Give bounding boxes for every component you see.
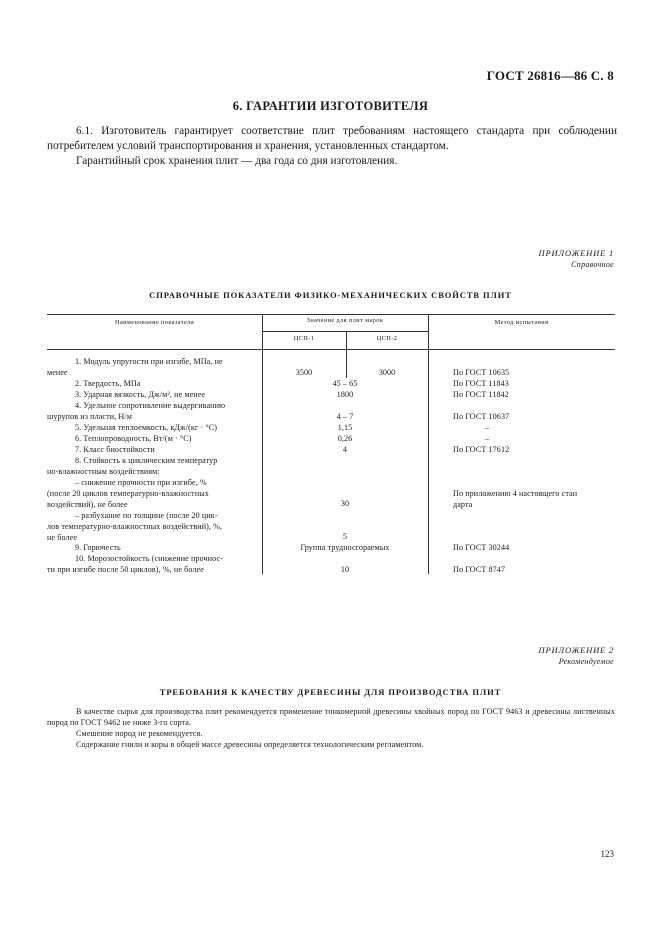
table-row-name-cont: ти при изгибе после 50 циклов), %, не более: [47, 565, 204, 574]
appendix-2-number: ПРИЛОЖЕНИЕ 2: [538, 645, 614, 655]
document-header: ГОСТ 26816—86 С. 8: [486, 68, 614, 83]
appendix-1-number: ПРИЛОЖЕНИЕ 1: [538, 248, 614, 258]
table-row-method: –: [485, 434, 490, 443]
table-subheader-border: [262, 331, 428, 332]
table-row-name-cont: шурупов из пласти, Н/м: [47, 412, 132, 421]
table-row-value: Группа трудносгораемых: [300, 543, 390, 552]
table-row-name: 10. Морозостойкость (снижение прочнос-: [75, 554, 223, 563]
table-row-value: 30: [340, 499, 350, 508]
table-row-name: 8. Стойкость к циклическим температур: [75, 456, 218, 465]
table-row-value: 1,15: [337, 423, 353, 432]
table-row-name-cont: воздействий), не более: [47, 500, 128, 509]
col-header-grade-1: ЦСП-1: [293, 335, 315, 342]
table-row-method: По ГОСТ 30244: [453, 543, 510, 552]
appendix-2-paragraph-3: Содержание гнили и коры в общей массе древесины определяется технологическим регламентом.: [76, 740, 424, 749]
table-row-value-grade-2: 3000: [378, 368, 396, 377]
table-row-value: 0,26: [337, 434, 353, 443]
table-row-name: 3. Ударная вязкость, Дж/м², не менее: [75, 390, 206, 399]
section-paragraph-2: Гарантийный срок хранения плит — два года со дня изготовления.: [76, 155, 398, 167]
appendix-1-title: СПРАВОЧНЫЕ ПОКАЗАТЕЛИ ФИЗИКО-МЕХАНИЧЕСКИХ СВОЙСТВ ПЛИТ: [149, 290, 512, 300]
appendix-1-type: Справочное: [571, 260, 614, 269]
section-title: 6. ГАРАНТИИ ИЗГОТОВИТЕЛЯ: [232, 99, 429, 113]
table-divider-method: [428, 314, 429, 574]
table-row-value: 4: [342, 445, 348, 454]
table-row-method: По приложению 4 настоящего стан: [453, 489, 578, 498]
table-row-method: По ГОСТ 11842: [453, 390, 509, 399]
table-row-name-cont: (после 20 циклов температурно-влажностных: [47, 489, 209, 498]
table-row-method: По ГОСТ 8747: [453, 565, 506, 574]
table-row-name: 6. Теплопроводность, Вт/(м · °С): [75, 434, 192, 443]
page-number: 123: [600, 849, 614, 859]
table-row-name-cont: лов температурно-влажностных воздействий), %,: [47, 522, 223, 531]
table-row-value-grade-1: 3500: [295, 368, 313, 377]
table-row-method: По ГОСТ 17612: [453, 445, 510, 454]
table-row-method: –: [485, 423, 490, 432]
table-row-method: По ГОСТ 11843: [453, 379, 509, 388]
section-paragraph-1: 6.1. Изготовитель гарантирует соответствие плит требованиям настоящего стандарта при соблюдении потребителем условий транспортирования и хранения, установленных стандартом.: [47, 125, 617, 152]
table-row-name-cont: но-влажностным воздействиям:: [47, 467, 160, 476]
table-row-name: 5. Удельная теплоемкость, кДж/(кг · °С): [75, 423, 218, 432]
table-row-name: 9. Горючесть: [75, 543, 121, 552]
appendix-2-title: ТРЕБОВАНИЯ К КАЧЕСТВУ ДРЕВЕСИНЫ ДЛЯ ПРОИЗВОДСТВА ПЛИТ: [159, 687, 502, 697]
appendix-1-label: [539, 247, 614, 271]
col-header-name: Наименование показателя: [115, 319, 194, 326]
table-row-name: 2. Твердость, МПа: [75, 379, 141, 388]
table-row-name: 4. Удельное сопротивление выдергиванию: [75, 401, 226, 410]
appendix-2-paragraph-1: В качестве сырья для производства плит рекомендуется применение тонкомерной древесины хвойных пород по ГОСТ 9463 и древесины лиственных пород по ГОСТ 9462 не ниже 3-го сорта.: [47, 707, 615, 727]
appendix-2-paragraph-2: Смешение пород не рекомендуется.: [76, 729, 203, 738]
table-row-name: – снижение прочности при изгибе, %: [75, 478, 207, 487]
table-row-method: По ГОСТ 10637: [453, 412, 510, 421]
table-row-name: 1. Модуль упругости при изгибе, МПа, не: [75, 357, 223, 366]
col-header-method: Метод испытания: [494, 319, 549, 326]
table-row-name-cont: не более: [47, 533, 78, 542]
table-row-name: 7. Класс биостойкости: [75, 445, 155, 454]
table-row-name-cont: менее: [47, 368, 68, 377]
table-row-value: 10: [340, 565, 350, 574]
table-row-name: – разбухание по толщине (после 20 цик-: [75, 511, 218, 520]
table-row-method-cont: дарта: [453, 500, 473, 509]
col-header-grade-2: ЦСП-2: [376, 335, 398, 342]
table-header-border: [47, 349, 615, 350]
appendix-2-label: [539, 644, 614, 668]
appendix-2-type: Рекомендуемое: [558, 657, 614, 666]
col-header-value: Значение для плит марок: [306, 317, 384, 324]
table-row-value: 4 – 7: [336, 412, 354, 421]
table-row-value: 1800: [336, 390, 354, 399]
table-row-value: 5: [342, 532, 348, 541]
table-top-border: [47, 314, 615, 315]
table-row-method: По ГОСТ 10635: [453, 368, 510, 377]
table-row-value: 45 – 65: [332, 379, 358, 388]
